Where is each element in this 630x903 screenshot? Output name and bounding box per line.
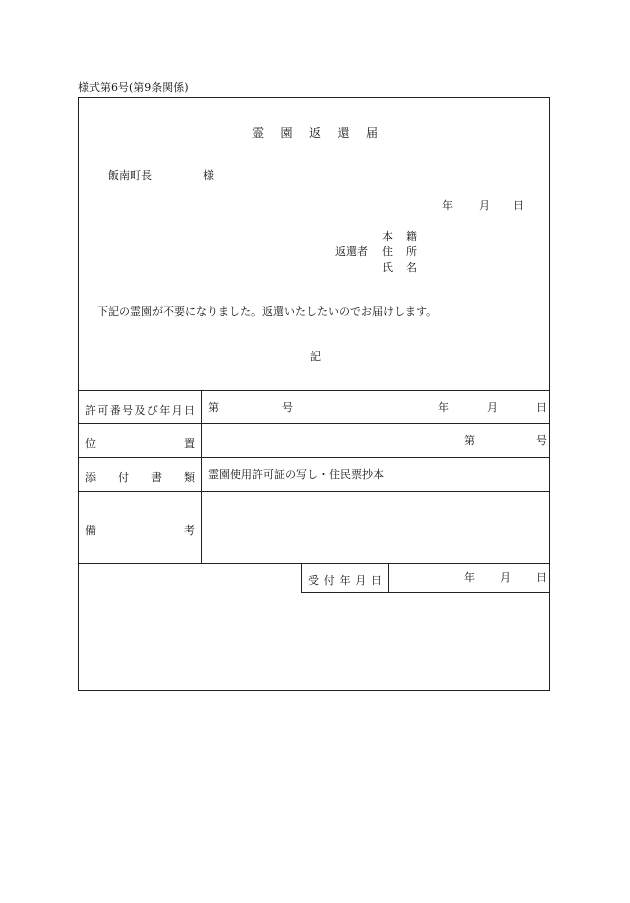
addressee-name: 飯南町長	[108, 169, 152, 182]
table-divider	[79, 563, 549, 564]
field-honseki-1: 本	[382, 230, 393, 243]
date-month-label: 月	[479, 199, 490, 212]
table-divider	[79, 390, 549, 391]
field-name-2: 名	[406, 261, 417, 274]
field-address-2: 所	[406, 245, 417, 258]
permit-dai: 第	[208, 401, 219, 414]
remarks-label: 備 考	[85, 524, 195, 537]
field-name-1: 氏	[382, 261, 393, 274]
receipt-year: 年	[464, 571, 475, 584]
location-label: 位 置	[85, 437, 195, 450]
title-char: 届	[365, 126, 378, 140]
attachments-value: 霊園使用許可証の写し・住民票抄本	[208, 468, 384, 481]
title-char: 返	[308, 126, 321, 140]
applicant-role: 返還者	[335, 245, 368, 258]
field-address-1: 住	[382, 245, 393, 258]
receipt-month: 月	[500, 571, 511, 584]
permit-year: 年	[438, 401, 449, 414]
title-char: 霊	[252, 126, 265, 140]
date-year-label: 年	[442, 199, 453, 212]
permit-label: 許 可 番 号 及 び 年 月 日	[85, 404, 195, 417]
location-go: 号	[536, 434, 547, 447]
receipt-label: 受 付 年 月 日	[308, 574, 382, 587]
form-code: 様式第6号(第9条関係)	[78, 81, 189, 94]
permit-go: 号	[282, 401, 293, 414]
field-honseki-2: 籍	[406, 230, 417, 243]
receipt-divider	[301, 592, 549, 593]
table-divider	[79, 423, 549, 424]
permit-month: 月	[487, 401, 498, 414]
title-char: 還	[337, 126, 350, 140]
receipt-left-divider	[301, 563, 302, 592]
ki-label: 記	[310, 350, 321, 363]
permit-day: 日	[536, 401, 547, 414]
title-char: 園	[280, 126, 293, 140]
location-dai: 第	[464, 434, 475, 447]
label-column-divider	[201, 390, 202, 563]
table-divider	[79, 491, 549, 492]
form-title	[252, 124, 378, 141]
addressee-honorific: 様	[203, 169, 214, 182]
receipt-mid-divider	[388, 563, 389, 592]
date-day-label: 日	[513, 199, 524, 212]
statement-text: 下記の霊園が不要になりました。返還いたしたいのでお届けします。	[97, 305, 438, 318]
form-frame	[78, 97, 550, 691]
attachments-label: 添 付 書 類	[85, 471, 195, 484]
receipt-day: 日	[536, 571, 547, 584]
table-divider	[79, 457, 549, 458]
